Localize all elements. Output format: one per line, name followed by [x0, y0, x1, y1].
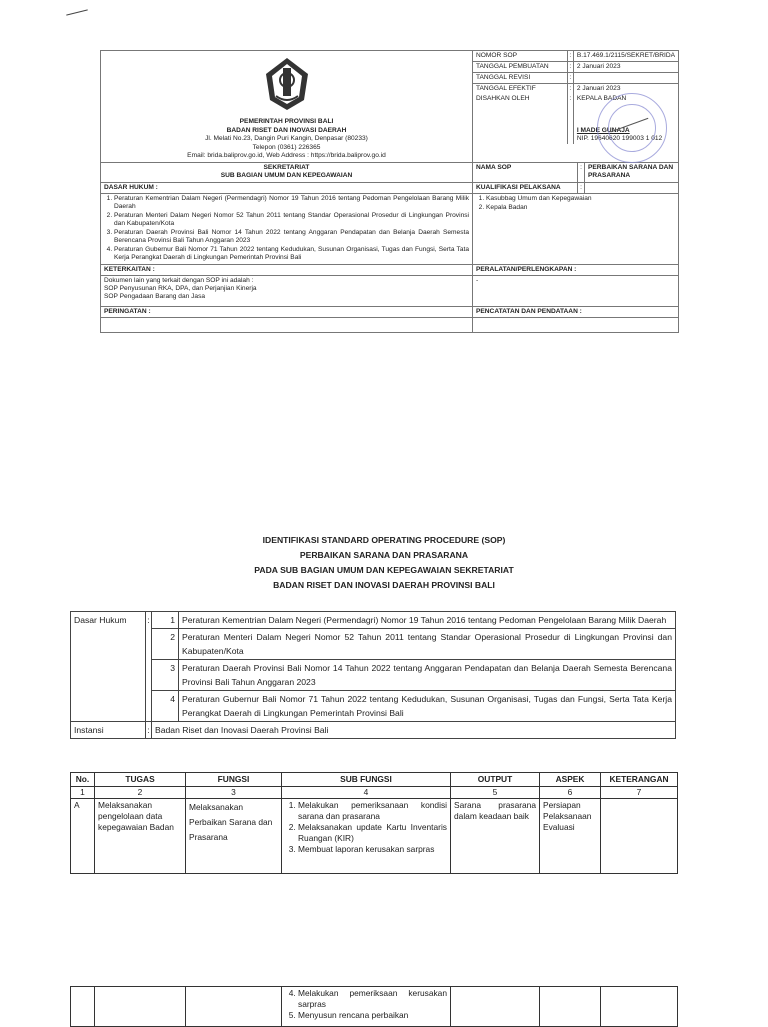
bali-province-emblem-icon	[264, 56, 310, 112]
signer-name: I MADE GUNAJA	[576, 127, 630, 134]
column-header: No.	[71, 773, 95, 787]
row-keterangan	[601, 799, 678, 874]
list-item: 1. Peraturan Kementrian Dalam Negeri (Permendagri) Nomor 19 Tahun 2016 tentang Pedoman Pengelolaan Barang Milik Daerah	[114, 195, 469, 211]
list-item: 2. Peraturan Menteri Dalam Negeri Nomor 52 Tahun 2011 tentang Standar Operasional Prosedur di Lingkungan Provinsi dan Kabupaten/Kota	[114, 212, 469, 228]
pencatatan-label: PENCATATAN DAN PENDATAAN :	[473, 306, 679, 317]
column-number-row	[71, 787, 678, 799]
row-subfungsi	[282, 987, 451, 1027]
peringatan-value	[101, 317, 473, 332]
list-item: 2. Kepala Badan	[486, 204, 675, 212]
meta-value: 2 Januari 2023	[573, 62, 678, 73]
meta-row: TANGGAL PEMBUATAN : 2 Januari 2023	[473, 62, 678, 73]
item-number: 1	[152, 612, 179, 629]
column-header: ASPEK	[540, 773, 601, 787]
institution-email: Email: brida.baliprov.go.id, Web Address : https://brida.baliprov.go.id	[187, 152, 386, 159]
list-item: 2. Melaksanakan update Kartu Inventaris Ruangan (KIR)	[298, 822, 447, 844]
list-item: 5. Menyusun rencana perbaikan	[298, 1010, 447, 1021]
keterkaitan-label: KETERKAITAN :	[101, 264, 473, 275]
signer-nip: NIP. 19640620 199003 1 012	[576, 135, 663, 142]
meta-row: NOMOR SOP : B.17.469.1/2115/SEKRET/BRIDA	[473, 51, 678, 62]
column-number: 1	[71, 787, 95, 799]
pen-mark	[66, 9, 88, 15]
institution-cell	[101, 51, 473, 163]
row-aspek: Persiapan Pelaksanaan Evaluasi	[540, 799, 601, 874]
column-number: 2	[95, 787, 186, 799]
meta-row: TANGGAL EFEKTIF : 2 Januari 2023	[473, 84, 678, 95]
official-stamp-icon	[597, 93, 667, 163]
dasar-hukum-list-cell	[101, 193, 473, 264]
tasks-table-continued	[70, 986, 678, 1027]
meta-value: KEPALA BADAN	[576, 95, 627, 102]
row-fungsi: Melaksanakan Perbaikan Sarana dan Prasarana	[186, 799, 282, 874]
sop-identification-title	[0, 533, 768, 593]
tasks-table	[70, 772, 678, 874]
meta-label: TANGGAL EFEKTIF	[473, 84, 567, 95]
dasar-hukum-item: Peraturan Gubernur Bali Nomor 71 Tahun 2022 tentang Kedudukan, Susunan Organisasi, Tugas dan Fungsi, Serta Tata Kerja Perangkat Daerah di Lingkungan Pemerintah Provinsi Bali	[179, 691, 676, 722]
meta-row: TANGGAL REVISI :	[473, 73, 678, 84]
column-number: 5	[451, 787, 540, 799]
column-header: SUB FUNGSI	[282, 773, 451, 787]
meta-label: NOMOR SOP	[473, 51, 567, 62]
meta-cell	[473, 51, 679, 163]
column-number: 3	[186, 787, 282, 799]
institution-agency: BADAN RISET DAN INOVASI DAERAH	[226, 126, 347, 134]
dasar-hukum-heading: Dasar Hukum	[71, 612, 146, 722]
peralatan-value: -	[473, 275, 679, 306]
unit-line-2: SUB BAGIAN UMUM DAN KEPEGAWAIAN	[220, 172, 353, 179]
meta-row: DISAHKAN OLEH : KEPALA BADAN	[473, 94, 678, 104]
dasar-hukum-list	[104, 195, 469, 262]
table-row	[71, 987, 678, 1027]
keterkaitan-line: Dokumen lain yang terkait dengan SOP ini adalah :	[104, 276, 254, 284]
identification-table: Dasar Hukum : 1 Peraturan Kementrian Dalam Negeri (Permendagri) Nomor 19 Tahun 2016 tentang Pedoman Pengelolaan Barang Milik Daerah 2 Peraturan Menteri Dalam Negeri Nomor 52 Tahun 2011 tentang Standar Operasional Prosedur di Lingkungan Provinsi dan Kabupaten/Kota 3 Peraturan Daerah Provinsi Bali Nomor 14 Tahun 2022 tentang Anggaran Pendapatan dan Belanja Daerah Semesta Berencana Provinsi Bali Tahun Anggaran 2023 4 Peraturan Gubernur Bali Nomor 71 Tahun 2022 tentang Kedudukan, Susunan Organisasi, Tugas dan Fungsi, Serta Tata Kerja Perangkat Daerah di Lingkungan Pemerintah Provinsi Bali Instansi : Badan Riset dan Inovasi Daerah Provinsi Bali	[70, 611, 676, 739]
column-number: 4	[282, 787, 451, 799]
title-line-1: IDENTIFIKASI STANDARD OPERATING PROCEDURE (SOP)	[262, 535, 506, 545]
dasar-hukum-item: Peraturan Menteri Dalam Negeri Nomor 52 Tahun 2011 tentang Standar Operasional Prosedur di Lingkungan Provinsi dan Kabupaten/Kota	[179, 629, 676, 660]
table-row	[71, 799, 678, 874]
item-number: 3	[152, 660, 179, 691]
kualifikasi-list	[476, 195, 675, 212]
instansi-label: Instansi	[71, 722, 146, 739]
kualifikasi-list-cell	[473, 193, 679, 264]
list-item: 4. Melakukan pemeriksaan kerusakan sarpras	[298, 988, 447, 1010]
meta-value: 2 Januari 2023	[576, 85, 621, 92]
meta-value	[573, 73, 678, 84]
item-number: 4	[152, 691, 179, 722]
row-subfungsi	[282, 799, 451, 874]
meta-table	[473, 51, 678, 144]
row-no: A	[71, 799, 95, 874]
title-line-3: PADA SUB BAGIAN UMUM DAN KEPEGAWAIAN SEKRETARIAT	[254, 565, 514, 575]
row-tugas: Melaksanakan pengelolaan data kepegawaian Badan	[95, 799, 186, 874]
column-header: OUTPUT	[451, 773, 540, 787]
meta-label: DISAHKAN OLEH	[473, 94, 567, 104]
column-number: 7	[601, 787, 678, 799]
unit-cell	[101, 162, 473, 182]
institution-name: PEMERINTAH PROVINSI BALI	[239, 118, 334, 125]
subfungsi-list	[285, 988, 447, 1021]
keterkaitan-line: SOP Pengadaan Barang dan Jasa	[104, 292, 206, 300]
list-item: 3. Peraturan Daerah Provinsi Bali Nomor 14 Tahun 2022 tentang Anggaran Pendapatan dan Belanja Daerah Semesta Berencana Provinsi Bali Tahun Anggaran 2023	[114, 229, 469, 245]
sop-header-table: PEMERINTAH PROVINSI BALI BADAN RISET DAN INOVASI DAERAH Jl. Melati No.23, Dangin Puri Kangin, Denpasar (80233) Telepon (0361) 226365 Email: brida.baliprov.go.id, Web Address : https://brida.baliprov.go.id NOMOR SOP : B.17.469.1/2115/SEKRET/BRIDA TANGGAL PEMBUATAN : 2 Januari 2023 TANGGAL REVISI : TANGGAL EFEKTIF : 2 Januari 2023 DISAHKAN OLEH : KEPALA BADAN I MADE GUNAJA NIP. 19640620 199003 1 012 SEKRETARIAT SUB BAGIAN UMUM DAN KEPEGAWAIAN NAMA SOP : PERBAIKAN SARANA DAN PRASARANA DASAR HUKUM : KUALIFIKASI PELAKSANA : 1. Peraturan Kementrian Dalam Negeri (Permendagri) Nomor 19 Tahun 2016 tentang Pedoman Pengelolaan Barang Milik Daerah 2. Peraturan Menteri Dalam Negeri Nomor 52 Tahun 2011 tentang Standar Operasional Prosedur di Lingkungan Provinsi dan Kabupaten/Kota 3. Peraturan Daerah Provinsi Bali Nomor 14 Tahun 2022 tentang Anggaran Pendapatan dan Belanja Daerah Semesta Berencana Provinsi Bali Tahun Anggaran 2023 4. Peraturan Gubernur Bali Nomor 71 Tahun 2022 tentang Kedudukan, Susunan Organisasi, Tugas dan Fungsi, Serta Tata Kerja Perangkat Daerah di Lingkungan Pemerintah Provinsi Bali 1. Kasubbag Umum dan Kepegawaian 2. Kepala Badan KETERKAITAN : PERALATAN/PERLENGKAPAN : Dokumen lain yang terkait dengan SOP ini adalah : SOP Penyusunan RKA, DPA, dan Perjanjian Kinerja SOP Pengadaan Barang dan Jasa - PERINGATAN : PENCATATAN DAN PENDATAAN :	[100, 50, 679, 333]
dasar-hukum-item: Peraturan Kementrian Dalam Negeri (Permendagri) Nomor 19 Tahun 2016 tentang Pedoman Pengelolaan Barang Milik Daerah	[179, 612, 676, 629]
institution-address: Jl. Melati No.23, Dangin Puri Kangin, Denpasar (80233)	[205, 135, 368, 142]
subfungsi-list	[285, 800, 447, 855]
pencatatan-value	[473, 317, 679, 332]
list-item: 1. Melakukan pemeriksanaan kondisi sarana dan prasarana	[298, 800, 447, 822]
keterkaitan-line: SOP Penyusunan RKA, DPA, dan Perjanjian Kinerja	[104, 284, 257, 292]
keterkaitan-cell	[101, 275, 473, 306]
item-number: 2	[152, 629, 179, 660]
row-output: Sarana prasarana dalam keadaan baik	[451, 799, 540, 874]
nama-sop-label: NAMA SOP	[473, 162, 578, 182]
header-row	[71, 773, 678, 787]
column-header: KETERANGAN	[601, 773, 678, 787]
institution-phone: Telepon (0361) 226365	[252, 143, 321, 151]
dasar-hukum-label: DASAR HUKUM :	[101, 182, 473, 193]
nama-sop-value: PERBAIKAN SARANA DAN PRASARANA	[585, 162, 679, 182]
kualifikasi-label: KUALIFIKASI PELAKSANA	[473, 182, 578, 193]
list-item: 3. Membuat laporan kerusakan sarpras	[298, 844, 447, 855]
column-header: TUGAS	[95, 773, 186, 787]
meta-value: B.17.469.1/2115/SEKRET/BRIDA	[573, 51, 678, 62]
instansi-value: Badan Riset dan Inovasi Daerah Provinsi Bali	[152, 722, 676, 739]
peralatan-label: PERALATAN/PERLENGKAPAN :	[473, 264, 679, 275]
unit-line-1: SEKRETARIAT	[263, 163, 310, 171]
column-number: 6	[540, 787, 601, 799]
peringatan-label: PERINGATAN :	[101, 306, 473, 317]
title-line-2: PERBAIKAN SARANA DAN PRASARANA	[299, 550, 469, 560]
column-header: FUNGSI	[186, 773, 282, 787]
list-item: 1. Kasubbag Umum dan Kepegawaian	[486, 195, 675, 203]
signature-block	[577, 127, 675, 143]
title-line-4: BADAN RISET DAN INOVASI DAERAH PROVINSI BALI	[273, 580, 495, 590]
signature-row	[473, 104, 678, 144]
dasar-hukum-item: Peraturan Daerah Provinsi Bali Nomor 14 Tahun 2022 tentang Anggaran Pendapatan dan Belanja Daerah Semesta Berencana Provinsi Bali Tahun Anggaran 2023	[179, 660, 676, 691]
meta-label: TANGGAL PEMBUATAN	[473, 62, 567, 73]
meta-label: TANGGAL REVISI	[473, 73, 567, 84]
list-item: 4. Peraturan Gubernur Bali Nomor 71 Tahun 2022 tentang Kedudukan, Susunan Organisasi, Tugas dan Fungsi, Serta Tata Kerja Perangkat Daerah di Lingkungan Pemerintah Provinsi Bali	[114, 246, 469, 262]
